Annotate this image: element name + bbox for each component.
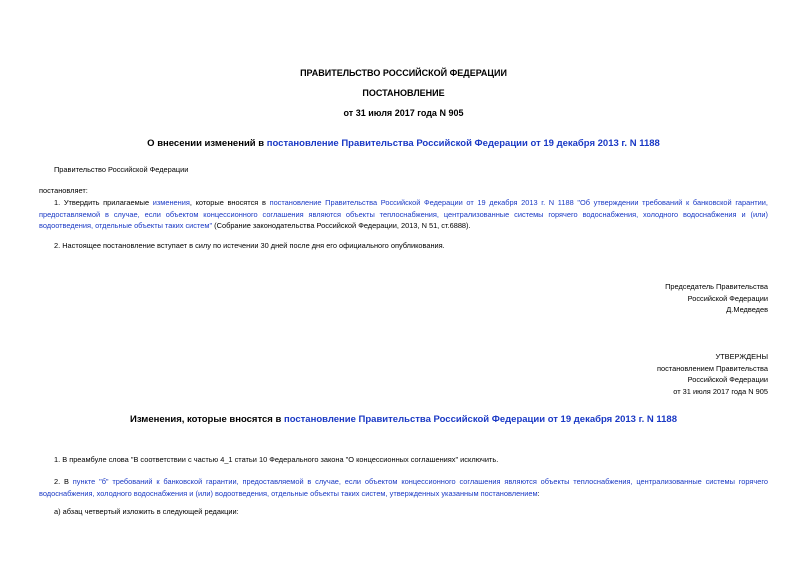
approved-line-3: Российской Федерации	[687, 375, 768, 385]
changes-title-prefix: Изменения, которые вносятся в	[129, 414, 284, 425]
item-1	[39, 197, 768, 232]
signature-block	[665, 281, 768, 316]
decree-1188-link[interactable]: постановление Правительства Российской Федерации от 19 декабря 2013 г. N 1188 "Об утверждении требований к банковской гарантии, предоставляемой в случае, если объектом концессионного соглашения являются объекты теплоснабжения, централизованные системы горячего водоснабжения, холодного водоснабжения и (или) водоотведения, отдельные объекты таких систем"	[39, 198, 768, 231]
document-date-number: от 31 июля 2017 года N 905	[343, 108, 464, 118]
change-paragraph-2	[39, 476, 768, 499]
signature-name: Д.Медведев	[726, 305, 768, 315]
item1-text-b: , которые вносятся в	[189, 198, 270, 207]
signature-line-2: Российской Федерации	[687, 293, 768, 303]
change-paragraph-1: 1. В преамбуле слова "В соответствии с частью 4_1 статьи 10 Федерального закона "О концессионных соглашениях" исключить.	[54, 455, 499, 464]
p2-text-b: :	[537, 488, 540, 498]
approval-block	[657, 351, 768, 397]
approved-line-2: постановлением Правительства	[657, 363, 768, 373]
item1-text-c: (Собрание законодательства Российской Федерации, 2013, N 51, ст.6888).	[212, 221, 471, 231]
signature-line-1: Председатель Правительства	[665, 282, 768, 291]
approved-line-4: от 31 июля 2017 года N 905	[673, 386, 768, 396]
changes-link[interactable]: изменения	[152, 198, 190, 207]
changes-title	[0, 414, 807, 425]
government-heading: ПРАВИТЕЛЬСТВО РОССИЙСКОЙ ФЕДЕРАЦИИ	[300, 68, 507, 78]
decrees-word: постановляет:	[39, 186, 88, 195]
approved-line-1: УТВЕРЖДЕНЫ	[715, 352, 768, 361]
p2-text-a: 2. В	[54, 477, 73, 486]
requirements-link[interactable]: пункте "б" требований к банковской гарантии, предоставляемой в случае, если объектом концессионного соглашения являются объекты теплоснабжения, централизованные системы горячего водоснабжения, холодного водоснабжения и (или) водоотведения, отдельные объекты таких систем, утвержденных указанным постановлением	[39, 477, 768, 498]
changes-title-link[interactable]: постановление Правительства Российской Федерации от 19 декабря 2013 г. N 1188	[283, 414, 678, 425]
document-type: ПОСТАНОВЛЕНИЕ	[362, 88, 445, 98]
change-paragraph-3: а) абзац четвертый изложить в следующей редакции:	[54, 507, 239, 516]
issuer: Правительство Российской Федерации	[54, 165, 189, 174]
title-link[interactable]: постановление Правительства Российской Федерации от 19 декабря 2013 г. N 1188	[266, 138, 660, 149]
document-title	[0, 138, 807, 149]
item-2: 2. Настоящее постановление вступает в силу по истечении 30 дней после дня его официального опубликования.	[54, 241, 445, 250]
title-prefix: О внесении изменений в	[147, 138, 267, 149]
item1-text-a: 1. Утвердить прилагаемые	[54, 198, 153, 207]
